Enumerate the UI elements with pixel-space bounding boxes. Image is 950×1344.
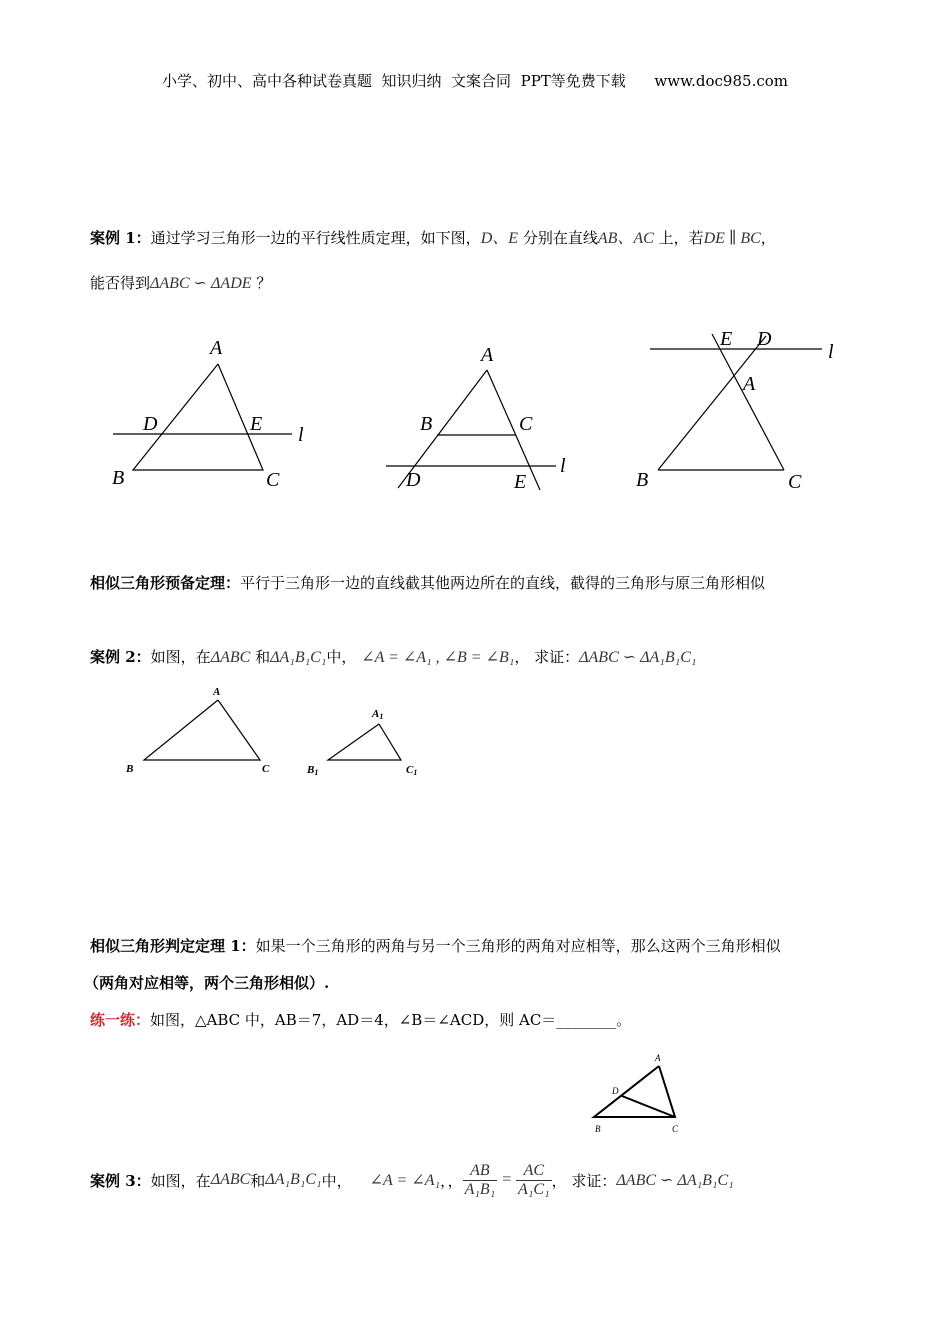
fig1-label-b: B <box>112 467 125 489</box>
case3-line <box>90 1150 734 1210</box>
case3-frac1-num: AB <box>463 1162 498 1181</box>
case3-text4: ，， <box>440 1171 463 1190</box>
case1-line2 <box>90 272 271 293</box>
case3-frac2-num: AC <box>516 1162 552 1181</box>
case3-text2: 和 <box>250 1171 266 1190</box>
theorem0-text: 平行于三角形一边的直线截其他两边所在的直线，截得的三角形与原三角形相似 <box>240 574 766 592</box>
case2-text4: ， 求证： <box>514 648 580 666</box>
case2-text1: 如图，在 <box>150 648 211 666</box>
fig3-label-d: D <box>757 328 772 350</box>
case2-math-a1b1c1: ΔA₁B₁C₁ <box>270 649 327 666</box>
case1-text2: 分别在直线 <box>522 229 598 247</box>
case2-math-abc: ΔABC <box>210 649 251 666</box>
fig5-label-b: B1 <box>307 764 319 777</box>
fig6-label-d: D <box>612 1086 619 1096</box>
fig3-label-l: l <box>828 341 834 363</box>
fig3-side-bd <box>658 336 766 470</box>
case2-line <box>90 646 696 667</box>
case3-frac2-den: A₁C₁ <box>518 1180 550 1198</box>
theorem1-text: 如果一个三角形的两角与另一个三角形的两角对应相等，那么这两个三角形相似 <box>255 937 781 955</box>
case1-figures <box>0 320 950 500</box>
case1-text: 通过学习三角形一边的平行线性质定理，如下图， <box>150 229 481 247</box>
fig2-label-e: E <box>514 471 527 493</box>
case1-text5: 能否得到 <box>90 274 151 292</box>
case3-fraction-ab <box>463 1162 498 1199</box>
case2-text2: 和 <box>255 648 271 666</box>
case2-text3: 中， <box>326 648 357 666</box>
practice-line <box>90 1009 631 1030</box>
case3-math-a1b1c1: ΔA₁B₁C₁ <box>265 1171 322 1188</box>
case1-math-de: D、E <box>480 230 519 247</box>
fig2-label-d: D <box>406 469 421 491</box>
fig4-label-b: B <box>126 763 134 775</box>
fig3-label-c: C <box>788 471 802 493</box>
case3-fraction-ac <box>516 1162 552 1199</box>
fig6-label-b: B <box>595 1124 601 1134</box>
practice-text: 如图，△ABC 中，AB＝7，AD＝4，∠B＝∠ACD，则 AC＝________。 <box>150 1011 632 1029</box>
fig1-label-e: E <box>250 413 263 435</box>
fig1-label-a: A <box>210 337 223 359</box>
theorem0 <box>90 572 765 593</box>
case1-math-ab-ac: AB、AC <box>597 230 654 247</box>
case3-text3: 中， <box>321 1171 352 1190</box>
fig1-label-d: D <box>143 413 158 435</box>
case1-text3: 上，若 <box>658 229 704 247</box>
fig2-label-l: l <box>560 455 566 477</box>
fig3-side-ce <box>712 334 784 470</box>
fig2-label-c: C <box>519 413 533 435</box>
case1-text6: ？ <box>256 274 272 292</box>
fig5-triangle <box>328 724 401 760</box>
fig6-triangle <box>594 1066 675 1117</box>
case3-math-angle: ∠A = ∠A₁ <box>369 1172 441 1189</box>
case1-line1 <box>90 225 776 248</box>
case3-math-abc: ΔABC <box>210 1171 251 1188</box>
case1-math-parallel: DE ∥ BC <box>703 230 761 247</box>
case2-figures <box>0 680 950 780</box>
case1-math-similar: ΔABC ∽ ΔADE <box>150 275 252 292</box>
case1-label: 案例 1： <box>90 229 151 247</box>
case2-math-similar: ΔABC ∽ ΔA₁B₁C₁ <box>579 649 697 666</box>
case3-text1: 如图，在 <box>150 1171 211 1190</box>
fig4-triangle <box>144 700 260 760</box>
fig3-label-a: A <box>743 373 756 395</box>
case3-math-similar: ΔABC ∽ ΔA₁B₁C₁ <box>616 1172 734 1189</box>
theorem0-label: 相似三角形预备定理： <box>90 574 241 592</box>
practice-label: 练一练： <box>90 1011 151 1029</box>
theorem1-label: 相似三角形判定定理 1： <box>90 937 256 955</box>
fig4-label-c: C <box>262 763 270 775</box>
case2-label: 案例 2： <box>90 648 151 666</box>
theorem1-line1 <box>90 935 781 956</box>
case1-text4: ， <box>760 229 776 247</box>
case2-math-angles: ∠A = ∠A₁ , ∠B = ∠B₁ <box>361 649 515 666</box>
fig1-label-c: C <box>266 469 280 491</box>
case3-frac1-den: A₁B₁ <box>464 1180 496 1198</box>
fig3-label-b: B <box>636 469 649 491</box>
practice-figure <box>580 1050 690 1140</box>
fig1-label-l: l <box>298 424 304 446</box>
case3-equals: = <box>501 1171 513 1188</box>
fig5-label-a: A1 <box>372 708 384 721</box>
fig2-label-b: B <box>420 413 433 435</box>
theorem1-line2: （两角对应相等，两个三角形相似）. <box>84 974 330 992</box>
fig6-segment-cd <box>622 1096 675 1117</box>
case3-text5: ， 求证： <box>551 1171 617 1190</box>
page-header: 小学、初中、高中各种试卷真题 知识归纳 文案合同 PPT等免费下载 www.doc985.com <box>161 72 788 90</box>
fig5-label-c: C1 <box>406 764 418 777</box>
fig6-label-c: C <box>672 1124 679 1134</box>
fig4-label-a: A <box>213 686 221 698</box>
fig6-label-a: A <box>655 1053 661 1063</box>
case3-label: 案例 3： <box>90 1171 151 1190</box>
fig3-label-e: E <box>720 328 733 350</box>
fig2-label-a: A <box>481 344 494 366</box>
